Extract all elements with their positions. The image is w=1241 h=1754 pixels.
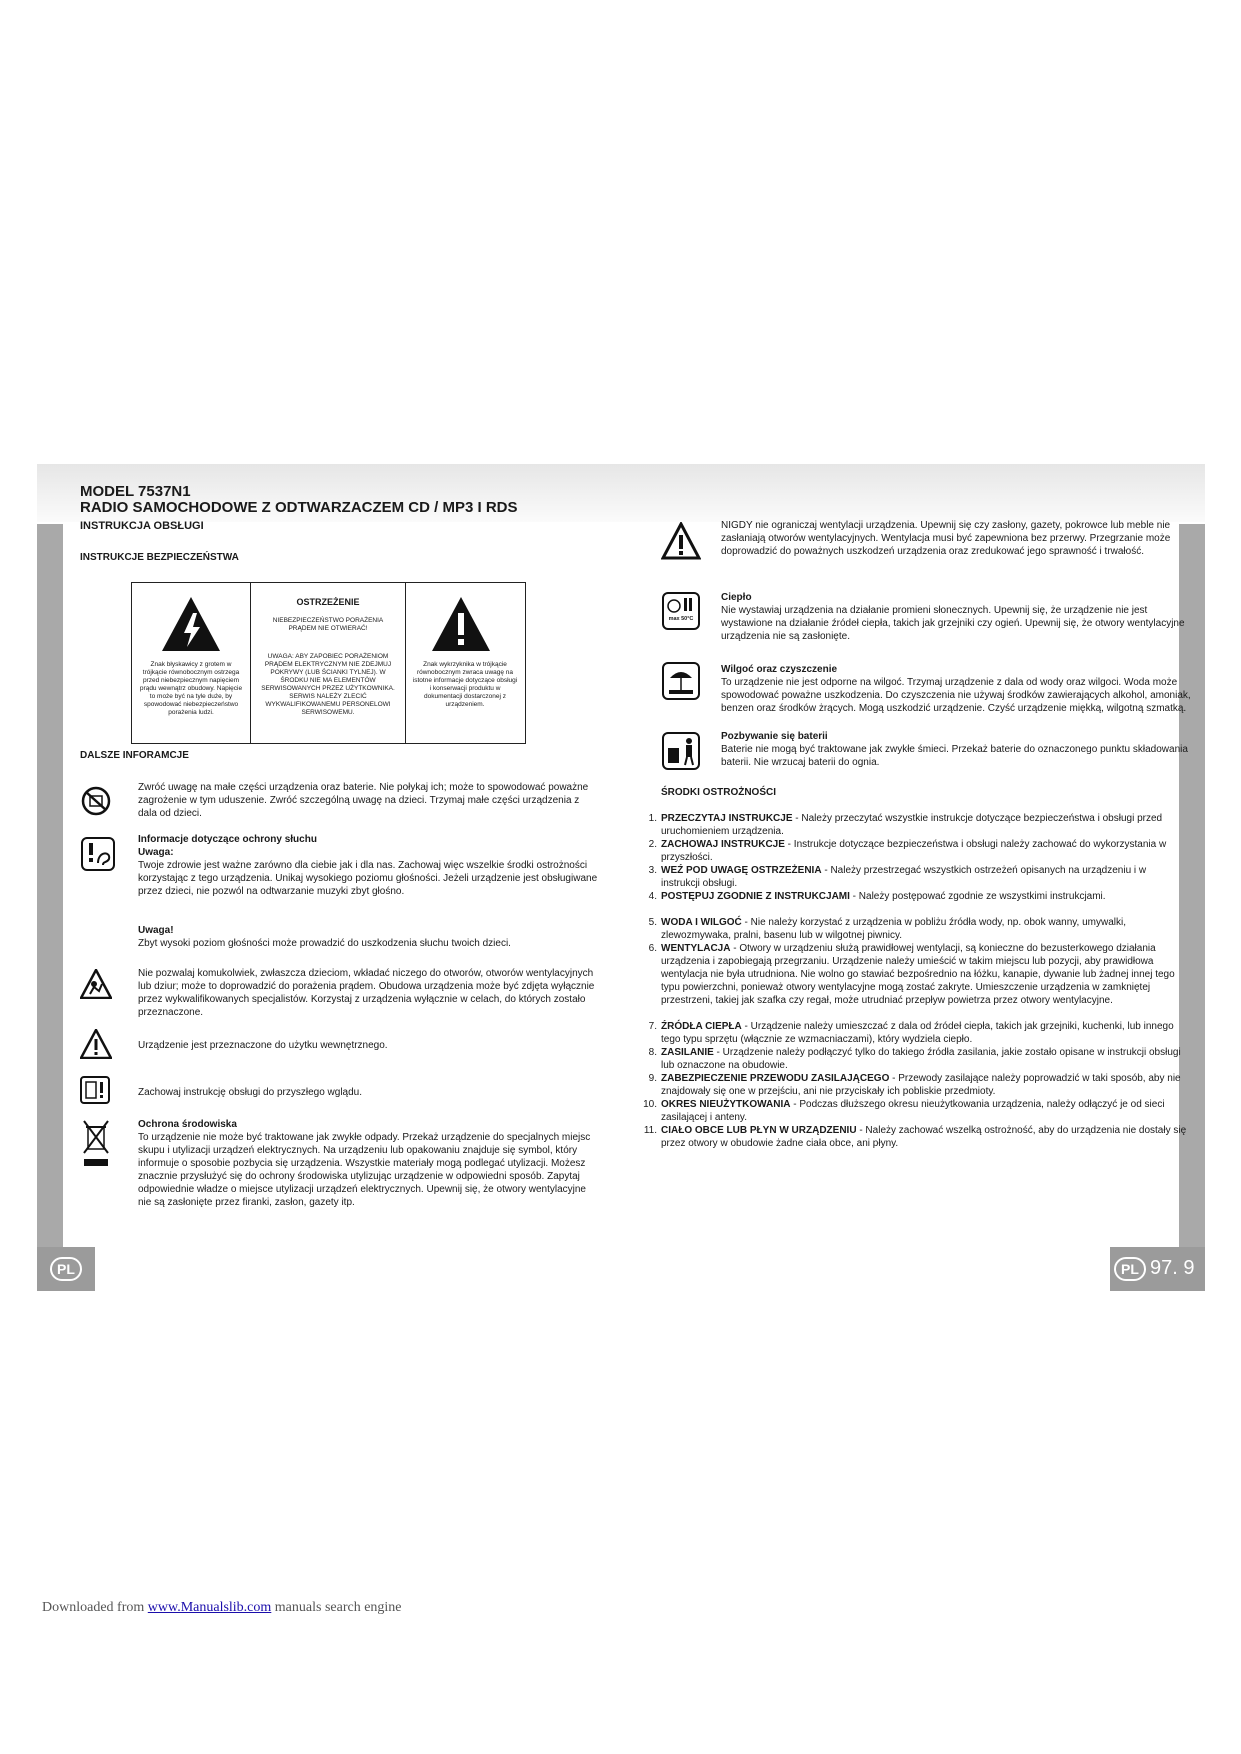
download-footer: Downloaded from www.Manualslib.com manuals search engine <box>42 1600 402 1615</box>
model-title: MODEL 7537N1 <box>80 483 191 500</box>
hearing-uwaga: Uwaga: <box>138 847 174 858</box>
lightning-warning-icon <box>160 595 222 653</box>
precaution-item: 7. ŹRÓDŁA CIEPŁA - Urządzenie należy umieszczać z dala od źródeł ciepła, takich jak grzejniki, kuchenki, lub innego tego typu sprzętu (włącznie ze wzmacniaczami), który wydziela ciepło. <box>648 1021 1174 1045</box>
precaution-item: 10. OKRES NIEUŻYTKOWANIA - Podczas dłuższego okresu nieużytkowania urządzenia, należy odłączyć je od sieci zasilającej i anteny. <box>643 1099 1165 1123</box>
precaution-item: 11. CIAŁO OBCE LUB PŁYN W URZĄDZENIU - Należy zachować wszelką ostrożność, aby do urządzenia nie dostały się przez otwory w obudowie żadne ciała obce, ani płyny. <box>643 1125 1187 1149</box>
warnbox-title: OSTRZEŻENIE <box>296 597 360 607</box>
hearing-title: Informacje dotyczące ochrony słuchu <box>138 834 317 845</box>
moisture-title: Wilgoć oraz czyszczenie <box>721 664 838 675</box>
manualslib-link[interactable]: www.Manualslib.com <box>147 1600 272 1615</box>
environment-text: To urządzenie nie może być traktowane jak zwykłe odpady. Przekaż urządzenie do specjalnych miejsc skupu i utylizacji urządzeń elektrycznych. Na urządzeniu lub opakowaniu znajduje się symbol, który informuje o sposobie pozbycia się urządzenia. Wszystkie materiały mogą podlegać utylizacji. Możesz znacznie przysłużyć się do ochrony środowiska utylizując urządzenie w odpowiedni sposób. Zapytaj odpowiednie władze o miejsce utylizacji urządzeń elektrycznych. Upewnij się, że otwory wentylacyjne nie są zasłonięte przez firanki, zasłon, gazety itp. <box>138 1132 591 1208</box>
no-small-parts-icon <box>81 786 111 816</box>
battery-text: Baterie nie mogą być traktowane jak zwykłe śmieci. Przekaż baterie do oznaczonego punktu składowania baterii. Nie wrzucaj baterii do ognia. <box>721 744 1188 768</box>
manual-spread <box>37 464 1205 1291</box>
language-badge: PL <box>1114 1257 1146 1281</box>
section-bezpieczenstwo: INSTRUKCJE BEZPIECZEŃSTWA <box>80 552 239 563</box>
warnbox-left <box>132 583 251 743</box>
heat-icon <box>662 592 700 630</box>
shock-text: Nie pozwalaj komukolwiek, zwłaszcza dzieciom, wkładać niczego do otworów, otworów wentylacyjnych lub dziur; może to doprowadzić do porażenia prądem. Obudowa urządzenia może być zdjęta wyłącznie przez wykwalifikowanych specjalistów. Korzystaj z urządzenia wyłącznie w celach, do których zostało przeznaczone. <box>138 968 595 1018</box>
precaution-item: 5. WODA I WILGOĆ - Nie należy korzystać z urządzenia w pobliżu źródła wody, np. obok wanny, umywalki, zlewozmywaka, pralni, basenu lub w wilgotnej piwnicy. <box>648 917 1126 941</box>
indoor-use-warning-icon <box>80 1029 112 1059</box>
warnbox-middle <box>251 583 406 743</box>
left-page-footer <box>37 1247 95 1291</box>
lightning-description: Znak błyskawicy z grotem w trójkącie równobocznym ostrzega przed niebezpiecznym napięciem prądu wewnątrz obudowy. Napięcie to może być na tyle duże, by spowodować niebezpieczeństwo porażenia ludzi. <box>139 661 243 716</box>
precaution-item: 8. ZASILANIE - Urządzenie należy podłączyć tylko do takiego źródła zasilania, jakie zostało opisane w instrukcji obsługi lub oznaczone na obudowie. <box>648 1047 1181 1071</box>
hearing-uwaga-2: Uwaga! <box>138 925 174 936</box>
exclamation-description: Znak wykrzyknika w trójkącie równobocznym zwraca uwagę na istotne informacje dotyczące obsługi i konserwacji produktu w dokumentacji dostarczonej z urządzeniem. <box>412 661 518 708</box>
product-subtitle: RADIO SAMOCHODOWE Z ODTWARZACZEM CD / MP3 I RDS <box>80 499 518 516</box>
precaution-item: 6. WENTYLACJA - Otwory w urządzeniu służą prawidłowej wentylacji, są konieczne do bezusterkowego działania urządzenia i zapobiegają przegrzaniu. Urządzenie należy umieścić w takim miejscu lub pozycji, aby prawidłowa wentylacja nie była utrudniona. Nie wolno go stawiać bezpośrednio na łóżku, kanapie, dywanie lub żadnej innej tego typu powierzchni, ponieważ otwory wentylacyjne mogą zostać zakryte. Umieszczenie urządzenia w zamkniętej przestrzeni, takiej jak szafka czy regał, może utrudniać przepływ powietrza przez otwory wentylacyjne. <box>648 943 1175 1006</box>
warnbox-subtitle: NIEBEZPIECZEŃSTWO PORAŻENIA PRĄDEM NIE OTWIERAĆ! <box>272 617 384 632</box>
exclamation-warning-icon <box>430 595 492 653</box>
moisture-text: To urządzenie nie jest odporne na wilgoć. Trzymaj urządzenie z dala od wody oraz wilgoci. Woda może spowodować poważne uszkodzenia. Do czyszczenia nie używaj środków zawierających alkohol, amoniak, benzen oraz środków żrących. Mogą uszkodzić urządzenie. Czyść urządzenie miękką, wilgotną szmatką. <box>721 677 1191 714</box>
heat-icon-label: max 50°C <box>668 616 694 622</box>
battery-disposal-icon <box>662 732 700 770</box>
battery-title: Pozbywanie się baterii <box>721 731 828 742</box>
small-parts-text: Zwróć uwagę na małe części urządzenia oraz baterie. Nie połykaj ich; może to spowodować poważne zagrożenie w tym uduszenie. Zwróć szczególną uwagę na dzieci. Trzymaj małe części urządzenia z dala od dzieci. <box>138 782 589 819</box>
keep-manual-text: Zachowaj instrukcję obsługi do przyszłego wglądu. <box>138 1087 363 1098</box>
precaution-item: 3. WEŹ POD UWAGĘ OSTRZEŻENIA - Należy przestrzegać wszystkich ostrzeżeń opisanych na urządzeniu i w instrukcji obsługi. <box>648 865 1147 889</box>
hearing-protection-icon <box>81 837 115 871</box>
hearing-text: Twoje zdrowie jest ważne zarówno dla ciebie jak i dla nas. Zachowaj więc wszelkie środki ostrożności korzystając z tego urządzenia. Unikaj wysokiego poziomu głośności. Jeżeli urządzenie jest obsługiwane przez dzieci, nie pozwól na odtwarzanie muzyki zbyt głośno. <box>138 860 598 897</box>
environment-title: Ochrona środowiska <box>138 1119 237 1130</box>
ventilation-warning-icon <box>661 522 701 560</box>
precaution-item: 4. POSTĘPUJ ZGODNIE Z INSTRUKCJAMI - Należy postępować zgodnie ze wszystkimi instrukcjami. <box>648 891 1106 902</box>
section-dalsze: DALSZE INFORAMCJE <box>80 750 189 761</box>
precaution-item: 1. PRZECZYTAJ INSTRUKCJE - Należy przeczytać wszystkie instrukcje dotyczące bezpieczeństwa i obsługi przed uruchomieniem urządzenia. <box>648 813 1163 837</box>
heat-text: Nie wystawiaj urządzenia na działanie promieni słonecznych. Upewnij się, że urządzenie nie jest wystawione na działanie źródeł ciepła, takich jak grzejniki czy ogień. Upewnij się, że otwory wentylacyjne urządzenia nie są zasłonięte. <box>721 605 1185 642</box>
language-badge: PL <box>50 1257 82 1281</box>
manual-book-icon <box>80 1076 110 1104</box>
electric-shock-warning-icon <box>80 969 112 999</box>
precaution-item: 9. ZABEZPIECZENIE PRZEWODU ZASILAJĄCEGO - Przewody zasilające należy poprowadzić w taki sposób, aby nie znajdowały się one w przejściu, ani nie przyciskały ich pobliskie przedmioty. <box>648 1073 1181 1097</box>
section-instrukcja: INSTRUKCJA OBSŁUGI <box>80 520 204 532</box>
warnbox-right <box>406 583 524 743</box>
ventilation-text: NIGDY nie ograniczaj wentylacji urządzenia. Upewnij się czy zasłony, gazety, pokrowce lub meble nie zasłaniają otworów wentylacyjnych. Wentylacja musi być zapewniona bez przerwy. Przegrzanie może doprowadzić do poważnych uszkodzeń urządzenia oraz zredukować jego sprawność i trwałość. <box>721 520 1171 557</box>
indoor-text: Urządzenie jest przeznaczone do użytku wewnętrznego. <box>138 1040 388 1051</box>
heat-title: Ciepło <box>721 592 752 603</box>
warning-box <box>131 582 526 744</box>
left-margin-bar <box>37 524 63 1247</box>
page-number: 97. 9 <box>1150 1257 1195 1279</box>
precaution-item: 2. ZACHOWAJ INSTRUKCJE - Instrukcje dotyczące bezpieczeństwa i obsługi należy zachować do wykorzystania w przyszłości. <box>648 839 1167 863</box>
right-page-footer <box>1110 1247 1205 1291</box>
hearing-text-2: Zbyt wysoki poziom głośności może prowadzić do uszkodzenia słuchu twoich dzieci. <box>138 938 511 949</box>
moisture-icon <box>662 662 700 700</box>
weee-bin-icon <box>82 1119 110 1169</box>
warnbox-middle-text: UWAGA: ABY ZAPOBIEC PORAŻENIOM PRĄDEM ELEKTRYCZNYM NIE ZDEJMUJ POKRYWY (LUB ŚCIANKI TYLNEJ). W ŚRODKU NIE MA ELEMENTÓW SERWISOWANYCH PRZEZ UŻYTKOWNIKA. SERWIS NALEŻY ZLECIĆ WYKWALIFIKOWANEMU PERSONELOWI SERWISOWEMU. <box>261 653 395 716</box>
precautions-title: ŚRODKI OSTROŻNOŚCI <box>661 787 777 798</box>
